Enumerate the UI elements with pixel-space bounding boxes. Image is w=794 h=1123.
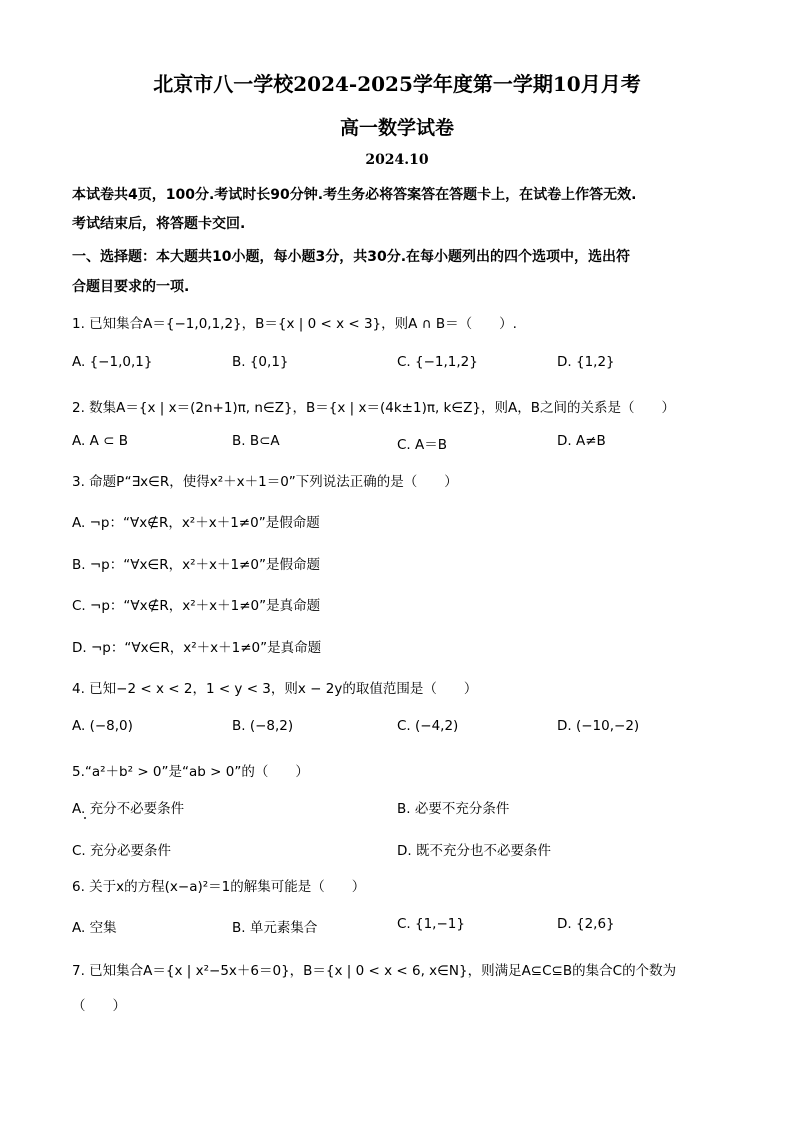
question-7-stem-continuation: （ ） xyxy=(72,998,126,1014)
question-1-option-d: D. {1,2} xyxy=(557,354,615,370)
stray-dot-mark xyxy=(84,817,86,819)
instructions-line-1: 本试卷共4页，100分.考试时长90分钟.考生务必将答案答在答题卡上，在试卷上作答无效. xyxy=(72,187,637,203)
question-4-option-b: B. (−8,2) xyxy=(232,718,294,734)
question-2-option-d: D. A≠B xyxy=(557,433,606,449)
question-4-option-c: C. (−4,2) xyxy=(397,718,459,734)
question-4-option-d: D. (−10,−2) xyxy=(557,718,640,734)
question-3-option-d: D. ¬p：“∀x∈R，x²＋x＋1≠0”是真命题 xyxy=(72,640,322,656)
question-6-option-c: C. {1,−1} xyxy=(397,916,465,932)
question-2-option-c: C. A＝B xyxy=(397,437,448,453)
question-6-option-b: B. 单元素集合 xyxy=(232,920,318,936)
question-5-option-c: C. 充分必要条件 xyxy=(72,843,172,859)
question-6-stem: 6. 关于x的方程(x−a)²＝1的解集可能是（ ） xyxy=(72,879,366,895)
question-2-option-a: A. A ⊂ B xyxy=(72,433,128,449)
question-6-option-a: A. 空集 xyxy=(72,920,117,936)
instructions-line-2: 考试结束后，将答题卡交回. xyxy=(72,216,246,232)
question-5-option-a: A. 充分不必要条件 xyxy=(72,801,185,817)
question-5-option-d: D. 既不充分也不必要条件 xyxy=(397,843,551,859)
question-4-stem: 4. 已知−2 < x < 2，1 < y < 3，则x − 2y的取值范围是（ ） xyxy=(72,681,478,697)
question-3-stem: 3. 命题P“∃x∈R，使得x²＋x＋1＝0”下列说法正确的是（ ） xyxy=(72,474,458,490)
question-5-option-b: B. 必要不充分条件 xyxy=(397,801,510,817)
page-subtitle: 高一数学试卷 xyxy=(339,117,454,139)
question-5-stem: 5.“a²＋b² > 0”是“ab > 0”的（ ） xyxy=(72,764,309,780)
question-4-option-a: A. (−8,0) xyxy=(72,718,133,734)
page-title: 北京市八一学校2024-2025学年度第一学期10月月考 xyxy=(153,72,641,96)
section-heading-line-2: 合题目要求的一项. xyxy=(72,279,190,295)
question-2-stem: 2. 数集A＝{x | x＝(2n+1)π, n∈Z}，B＝{x | x＝(4k±1)π, k∈Z}，则A，B之间的关系是（ ） xyxy=(72,400,675,416)
section-heading-line-1: 一、选择题：本大题共10小题，每小题3分，共30分.在每小题列出的四个选项中，选出符 xyxy=(72,249,631,265)
exam-date: 2024.10 xyxy=(365,152,429,168)
question-2-option-b: B. B⊂A xyxy=(232,433,280,449)
question-3-option-a: A. ¬p：“∀x∉R，x²＋x＋1≠0”是假命题 xyxy=(72,515,320,531)
question-1-option-c: C. {−1,1,2} xyxy=(397,354,478,370)
question-3-option-c: C. ¬p：“∀x∉R，x²＋x＋1≠0”是真命题 xyxy=(72,598,321,614)
question-3-option-b: B. ¬p：“∀x∈R，x²＋x＋1≠0”是假命题 xyxy=(72,557,320,573)
question-1-option-a: A. {−1,0,1} xyxy=(72,354,153,370)
question-1-option-b: B. {0,1} xyxy=(232,354,289,370)
question-1-stem: 1. 已知集合A＝{−1,0,1,2}，B＝{x | 0 < x < 3}，则A ∩ B＝（ ）. xyxy=(72,316,517,332)
question-7-stem: 7. 已知集合A＝{x | x²−5x＋6＝0}，B＝{x | 0 < x < 6, x∈N}，则满足A⊆C⊆B的集合C的个数为 xyxy=(72,963,677,979)
question-6-option-d: D. {2,6} xyxy=(557,916,615,932)
